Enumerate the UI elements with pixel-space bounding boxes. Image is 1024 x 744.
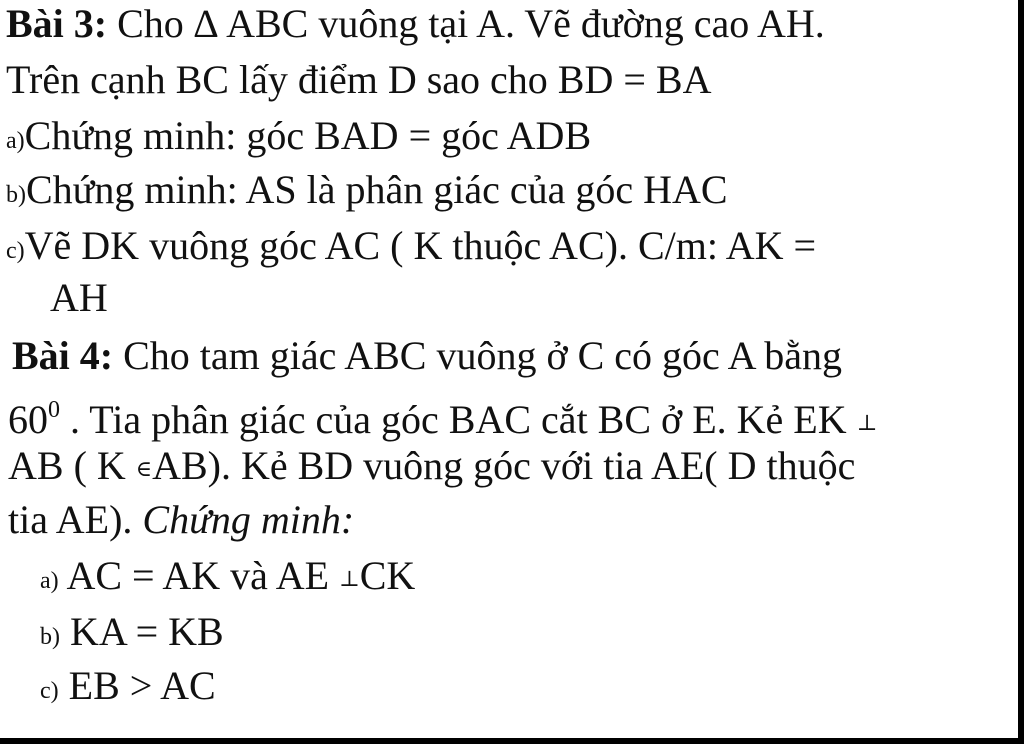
bai3-line1-text: Cho ∆ ABC vuông tại A. Vẽ đường cao AH. (107, 1, 825, 46)
bai4-angle-value: 60 (8, 397, 48, 442)
element-of-symbol: ∈ (135, 456, 153, 481)
bai3-a-label: a) (6, 128, 25, 154)
bai4-b-text: KA = KB (70, 609, 224, 654)
bai4-line1 (12, 330, 842, 382)
bai3-c-text: Vẽ DK vuông góc AC ( K thuộc AC). C/m: AK = (24, 223, 817, 268)
bai3-line1 (6, 0, 825, 50)
bai4-prove-label: Chứng minh: (142, 497, 355, 542)
bai3-c-label: c) (6, 238, 25, 264)
bai4-line3-post: AB). Kẻ BD vuông góc với tia AE( D thuộc (152, 443, 856, 488)
bai3-b-label: b) (6, 182, 26, 208)
bai4-degree-superscript: 0 (48, 397, 60, 423)
bai3-item-a (6, 110, 591, 167)
bai4-item-c (40, 660, 216, 717)
perpendicular-symbol: ⊥ (856, 410, 878, 435)
bai4-line4-text: tia AE). (8, 497, 143, 542)
bai4-heading: Bài 4: (12, 333, 114, 378)
bai4-a-pre: AC = AK và AE (66, 553, 330, 598)
bai4-line3-pre: AB ( K (8, 443, 126, 488)
bai4-line3 (8, 440, 855, 495)
bai3-item-c-cont: AH (50, 275, 108, 320)
bai4-item-b (40, 606, 224, 663)
bai4-a-post: CK (359, 553, 416, 598)
bai4-c-label: c) (40, 678, 59, 704)
bai3-a-text: Chứng minh: góc BAD = góc ADB (24, 113, 592, 158)
bai4-item-a (40, 550, 415, 607)
bai3-line2: Trên cạnh BC lấy điểm D sao cho BD = BA (6, 57, 712, 102)
bai3-item-c (6, 220, 816, 277)
bai4-c-text: EB > AC (68, 663, 216, 708)
bai3-b-text: Chứng minh: AS là phân giác của góc HAC (26, 167, 728, 212)
bai3-item-b (6, 164, 728, 221)
perpendicular-symbol: ⊥ (339, 566, 360, 591)
bai4-line1-text: Cho tam giác ABC vuông ở C có góc A bằng (113, 333, 843, 378)
bai4-line4 (8, 494, 354, 546)
bai4-b-label: b) (40, 624, 60, 650)
bai4-a-label: a) (40, 568, 59, 594)
bai4-line2-text: . Tia phân giác của góc BAC cắt BC ở E. Kẻ EK (60, 397, 847, 442)
bai3-heading: Bài 3: (6, 1, 108, 46)
